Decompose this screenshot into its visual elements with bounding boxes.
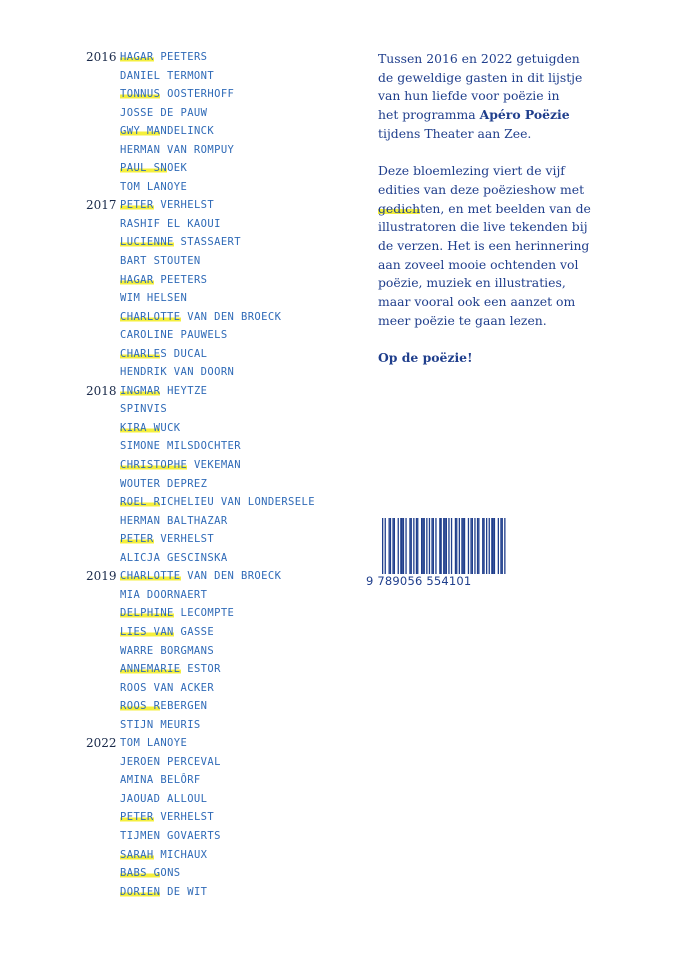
contributor-name xyxy=(120,827,221,845)
name-highlight: PAUL SN xyxy=(120,162,168,175)
name-highlight: HAGAR xyxy=(120,51,154,63)
contributor-name xyxy=(120,196,214,214)
name-rest: SIMONE MILSDOCHTER xyxy=(120,440,241,453)
contributor-name xyxy=(120,400,167,418)
name-highlight: ROEL R xyxy=(120,496,161,509)
name-highlight: PETER xyxy=(120,533,154,546)
name-rest: OOSTERHOFF xyxy=(160,88,235,101)
name-rest: ROOS VAN ACKER xyxy=(120,681,215,694)
name-rest: NDELINCK xyxy=(160,125,215,138)
name-highlight: LUCIENNE xyxy=(120,236,174,249)
highlighted-word: gedich xyxy=(378,200,421,216)
contributor-name xyxy=(120,104,207,122)
name-highlight: SARAH xyxy=(120,848,154,861)
name-rest: ALICJA GESCINSKA xyxy=(120,551,228,564)
barcode-bar xyxy=(390,518,391,576)
name-highlight: TONNUS xyxy=(120,88,161,101)
contributor-name xyxy=(120,734,187,752)
name-rest: VERHELST xyxy=(153,199,215,212)
contributor-name xyxy=(120,753,221,771)
contributor-name xyxy=(120,215,221,233)
barcode-bar xyxy=(486,518,487,576)
name-highlight: CHARLOTTE xyxy=(120,570,181,583)
name-rest: ONS xyxy=(160,867,181,880)
name-highlight: CHARLE xyxy=(120,347,161,360)
name-rest: AMINA BELÔRF xyxy=(120,774,201,787)
barcode-bar xyxy=(405,518,406,576)
year-label: 2017 xyxy=(86,198,117,213)
contributor-name xyxy=(120,141,234,159)
barcode-bar xyxy=(435,518,436,576)
barcode-bar xyxy=(429,518,430,576)
barcode-bar xyxy=(498,518,499,576)
name-rest: OEK xyxy=(167,162,188,175)
name-rest: S DUCAL xyxy=(160,347,208,360)
barcode-bar xyxy=(468,518,469,576)
contributor-name xyxy=(120,475,207,493)
barcode-bar xyxy=(398,518,399,576)
text-line: aan zoveel mooie ochtenden vol xyxy=(378,256,579,272)
name-rest: WOUTER DEPREZ xyxy=(120,477,208,490)
contributor-name xyxy=(120,642,214,660)
barcode-bar xyxy=(483,518,484,576)
contributor-name xyxy=(120,419,181,437)
barcode-bar xyxy=(413,518,414,576)
name-rest: ESTOR xyxy=(180,663,221,676)
name-rest: LECOMPTE xyxy=(173,607,235,620)
name-highlight: INGMAR xyxy=(120,384,161,397)
barcode-bar xyxy=(493,518,494,576)
barcode-bar xyxy=(439,518,440,576)
name-rest: VAN DEN BROECK xyxy=(180,570,282,583)
barcode-bar xyxy=(494,518,495,576)
barcode-bar xyxy=(426,518,427,576)
contributor-name xyxy=(120,437,241,455)
barcode-bar xyxy=(411,518,412,576)
contributor-name xyxy=(120,178,187,196)
contributor-name xyxy=(120,493,315,511)
contributor-name xyxy=(120,604,234,622)
contributor-name xyxy=(120,864,181,882)
name-rest: RASHIF EL KAOUI xyxy=(120,217,221,230)
barcode-bar xyxy=(502,518,503,576)
barcode-bar xyxy=(409,518,410,576)
barcode-bar xyxy=(459,518,460,576)
anthology-paragraph xyxy=(378,162,628,330)
barcode-bar xyxy=(455,518,456,576)
name-rest: HEYTZE xyxy=(160,384,208,397)
name-rest: VEKEMAN xyxy=(187,459,241,472)
name-rest: JAOUAD ALLOUL xyxy=(120,792,208,805)
contributor-name xyxy=(120,716,201,734)
year-label: 2018 xyxy=(86,383,117,398)
name-rest: BART STOUTEN xyxy=(120,255,201,268)
contributor-name xyxy=(120,623,214,641)
name-highlight: BABS G xyxy=(120,867,161,880)
text-line: poëzie, muziek en illustraties, xyxy=(378,275,566,291)
name-rest: WIM HELSEN xyxy=(120,292,188,305)
contributor-name xyxy=(120,697,207,715)
contributor-name xyxy=(120,512,228,530)
year-label: 2022 xyxy=(86,736,117,751)
text-fragment: , en met beelden van de xyxy=(440,200,591,216)
text-line: illustratoren die live tekenden bij xyxy=(378,219,588,235)
name-rest: SPINVIS xyxy=(120,403,168,416)
barcode-bar xyxy=(417,518,418,576)
name-highlight: ANNEMARIE xyxy=(120,663,181,676)
contributor-name xyxy=(120,679,214,697)
barcode-bar xyxy=(441,518,442,576)
name-rest: GASSE xyxy=(173,625,215,638)
year-label: 2019 xyxy=(86,569,117,584)
name-highlight: CHRISTOPHE xyxy=(120,459,188,472)
name-highlight: PETER xyxy=(120,811,154,824)
year-label: 2016 xyxy=(86,50,117,64)
text-line: de verzen. Het is een herinnering xyxy=(378,238,590,254)
barcode-bar xyxy=(392,518,393,576)
name-rest: STIJN MEURIS xyxy=(120,718,201,731)
barcode-bar xyxy=(477,518,478,576)
barcode-bar xyxy=(478,518,479,576)
barcode-bar xyxy=(470,518,471,576)
name-rest: MIA DOORNAERT xyxy=(120,588,208,601)
contributor-name xyxy=(120,549,228,567)
barcode-bar xyxy=(491,518,492,576)
contributor-name xyxy=(120,846,207,864)
contributor-name xyxy=(120,48,207,66)
name-highlight: GWY MA xyxy=(120,125,161,138)
text-line: tijdens Theater aan Zee. xyxy=(378,125,532,141)
barcode-bar xyxy=(431,518,432,576)
barcode-bar xyxy=(464,518,465,576)
contributor-name xyxy=(120,883,207,901)
contributor-name xyxy=(120,122,214,140)
name-highlight: DELPHINE xyxy=(120,607,174,620)
contributor-name xyxy=(120,456,241,474)
closing-line xyxy=(378,349,628,368)
name-rest: HERMAN VAN ROMPUY xyxy=(120,143,235,156)
barcode-bar xyxy=(474,518,475,576)
text-line: edities van deze poëzieshow met xyxy=(378,181,585,197)
name-rest: CAROLINE PAUWELS xyxy=(120,329,228,342)
text-line: Deze bloemlezing viert de vijf xyxy=(378,163,565,179)
contributor-name xyxy=(120,271,207,289)
name-rest: EBERGEN xyxy=(160,700,208,713)
program-title: Apéro Poëzie xyxy=(479,107,570,123)
name-rest: UCK xyxy=(160,421,181,434)
name-highlight: ROOS R xyxy=(120,700,161,713)
name-highlight: CHARLOTTE xyxy=(120,310,181,323)
text-line: de geweldige gasten in dit lijstje xyxy=(378,69,583,85)
name-rest: JEROEN PERCEVAL xyxy=(120,755,221,768)
contributor-name xyxy=(120,159,187,177)
contributor-name xyxy=(120,233,241,251)
name-rest: STASSAERT xyxy=(173,236,241,249)
text-line: Tussen 2016 en 2022 getuigden xyxy=(378,51,580,66)
isbn-digits: 9 789056 554101 xyxy=(366,574,508,588)
contributor-name xyxy=(120,289,187,307)
name-rest: MICHAUX xyxy=(153,848,208,861)
barcode-bar xyxy=(422,518,423,576)
name-highlight: DORIEN xyxy=(120,885,161,898)
name-highlight: LIES VAN xyxy=(120,625,174,638)
barcode-bar xyxy=(463,518,464,576)
barcode-bar xyxy=(424,518,425,576)
contributor-name xyxy=(120,771,201,789)
name-rest: VERHELST xyxy=(153,533,215,546)
contributor-name xyxy=(120,67,214,85)
contributor-name xyxy=(120,586,207,604)
name-rest: TOM LANOYE xyxy=(120,737,188,750)
name-highlight: HAGAR xyxy=(120,273,154,286)
contributor-name xyxy=(120,326,228,344)
barcode-bar xyxy=(482,518,483,576)
name-rest: PEETERS xyxy=(153,273,208,286)
barcode-bar xyxy=(402,518,403,576)
name-rest: HERMAN BALTHAZAR xyxy=(120,514,228,527)
contributor-name xyxy=(120,85,234,103)
barcode-bar xyxy=(389,518,390,576)
contributor-name xyxy=(120,308,281,326)
name-rest: VERHELST xyxy=(153,811,215,824)
contributor-name xyxy=(120,252,201,270)
contributor-name xyxy=(120,808,214,826)
name-highlight: KIRA W xyxy=(120,421,161,434)
barcode-bar xyxy=(394,518,395,576)
barcode-bar xyxy=(456,518,457,576)
contributor-name xyxy=(120,530,214,548)
closing-text: Op de poëzie! xyxy=(378,350,473,366)
barcode-bar xyxy=(403,518,404,576)
barcode-bar xyxy=(433,518,434,576)
barcode-bar xyxy=(500,518,501,576)
text-fragment: het programma xyxy=(378,107,480,123)
contributor-name xyxy=(120,660,221,678)
back-cover-text xyxy=(378,50,628,387)
barcode-bar xyxy=(472,518,473,576)
name-rest: TIJMEN GOVAERTS xyxy=(120,829,221,842)
contributor-name xyxy=(120,567,281,585)
barcode-bar xyxy=(451,518,452,576)
name-rest: WARRE BORGMANS xyxy=(120,644,215,657)
contributor-name xyxy=(120,345,207,363)
intro-paragraph xyxy=(378,50,628,144)
text-line: van hun liefde voor poëzie in xyxy=(378,88,560,104)
contributor-name xyxy=(120,790,207,808)
text-fragment: ten xyxy=(420,200,441,216)
text-line: maar vooral ook een aanzet om xyxy=(378,294,576,310)
name-rest: DANIEL TERMONT xyxy=(120,69,215,82)
barcode-bar xyxy=(421,518,422,576)
text-line xyxy=(378,106,628,125)
name-rest: HENDRIK VAN DOORN xyxy=(120,366,235,379)
name-rest: TOM LANOYE xyxy=(120,180,188,193)
barcode-bar xyxy=(448,518,449,576)
contributor-name xyxy=(120,382,207,400)
barcode-bar xyxy=(461,518,462,576)
name-rest: VAN DEN BROECK xyxy=(180,310,282,323)
text-line xyxy=(378,200,628,219)
name-highlight: PETER xyxy=(120,199,154,212)
name-rest: PEETERS xyxy=(153,51,208,63)
contributor-name xyxy=(120,363,234,381)
name-rest: ICHELIEU VAN LONDERSELE xyxy=(160,496,315,509)
name-rest: JOSSE DE PAUW xyxy=(120,106,208,119)
barcode-bar xyxy=(489,518,490,576)
barcode-bar xyxy=(416,518,417,576)
text-line: meer poëzie te gaan lezen. xyxy=(378,312,547,328)
barcode-bar xyxy=(400,518,401,576)
name-rest: DE WIT xyxy=(160,885,208,898)
